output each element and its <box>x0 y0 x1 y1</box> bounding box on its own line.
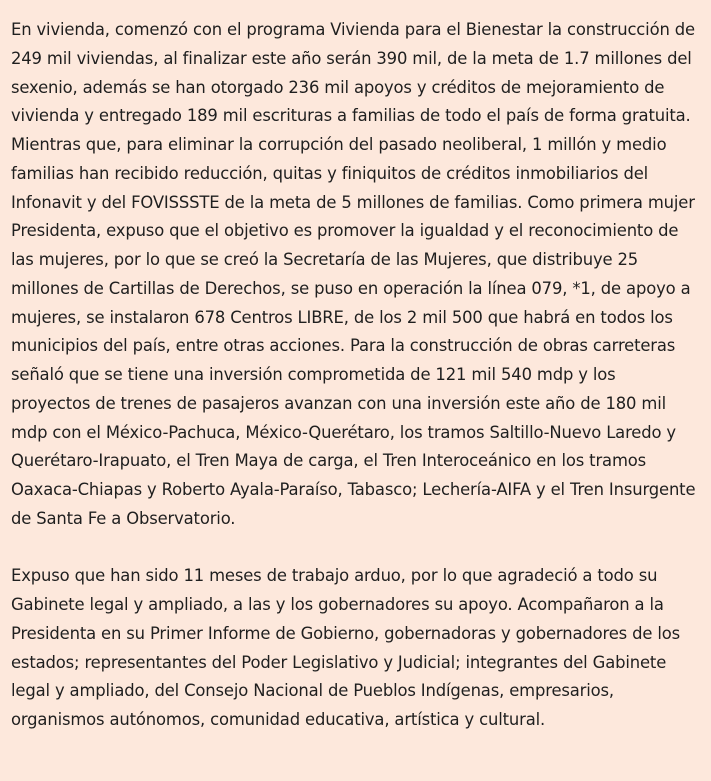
paragraph-acknowledgements: Expuso que han sido 11 meses de trabajo arduo, por lo que agradeció a todo su Gabinete legal y ampliado, a las y los gobernadores su apoyo. Acompañaron a la Presidenta en su Primer Informe de Gobierno, gobernadoras y gobernadores de los estados; representantes del Poder Legislativo y Judicial; integrantes del Gabinete legal y ampliado, del Consejo Nacional de Pueblos Indígenas, empresarios, organismos autónomos, comunidad educativa, artística y cultural. <box>11 566 681 729</box>
paragraph-housing-and-infrastructure: En vivienda, comenzó con el programa Vivienda para el Bienestar la construcción de 249 mil viviendas, al finalizar este año serán 390 mil, de la meta de 1.7 millones del sexenio, además se han otorgado 236 mil apoyos y créditos de mejoramiento de vivienda y entregado 189 mil escrituras a familias de todo el país de forma gratuita. Mientras que, para eliminar la corrupción del pasado neoliberal, 1 millón y medio familias han recibido reducción, quitas y finiquitos de créditos inmobiliarios del Infonavit y del FOVISSSTE de la meta de 5 millones de familias. Como primera mujer Presidenta, expuso que el objetivo es promover la igualdad y el reconocimiento de las mujeres, por lo que se creó la Secretaría de las Mujeres, que distribuye 25 millones de Cartillas de Derechos, se puso en operación la línea 079, *1, de apoyo a mujeres, se instalaron 678 Centros LIBRE, de los 2 mil 500 que habrá en todos los municipios del país, entre otras acciones. Para la construcción de obras carreteras señaló que se tiene una inversión comprometida de 121 mil 540 mdp y los proyectos de trenes de pasajeros avanzan con una inversión este año de 180 mil mdp con el México-Pachuca, México-Querétaro, los tramos Saltillo-Nuevo Laredo y Querétaro-Irapuato, el Tren Maya de carga, el Tren Interoceánico en los tramos Oaxaca-Chiapas y Roberto Ayala-Paraíso, Tabasco; Lechería-AIFA y el Tren Insurgente de Santa Fe a Observatorio. <box>11 20 696 528</box>
